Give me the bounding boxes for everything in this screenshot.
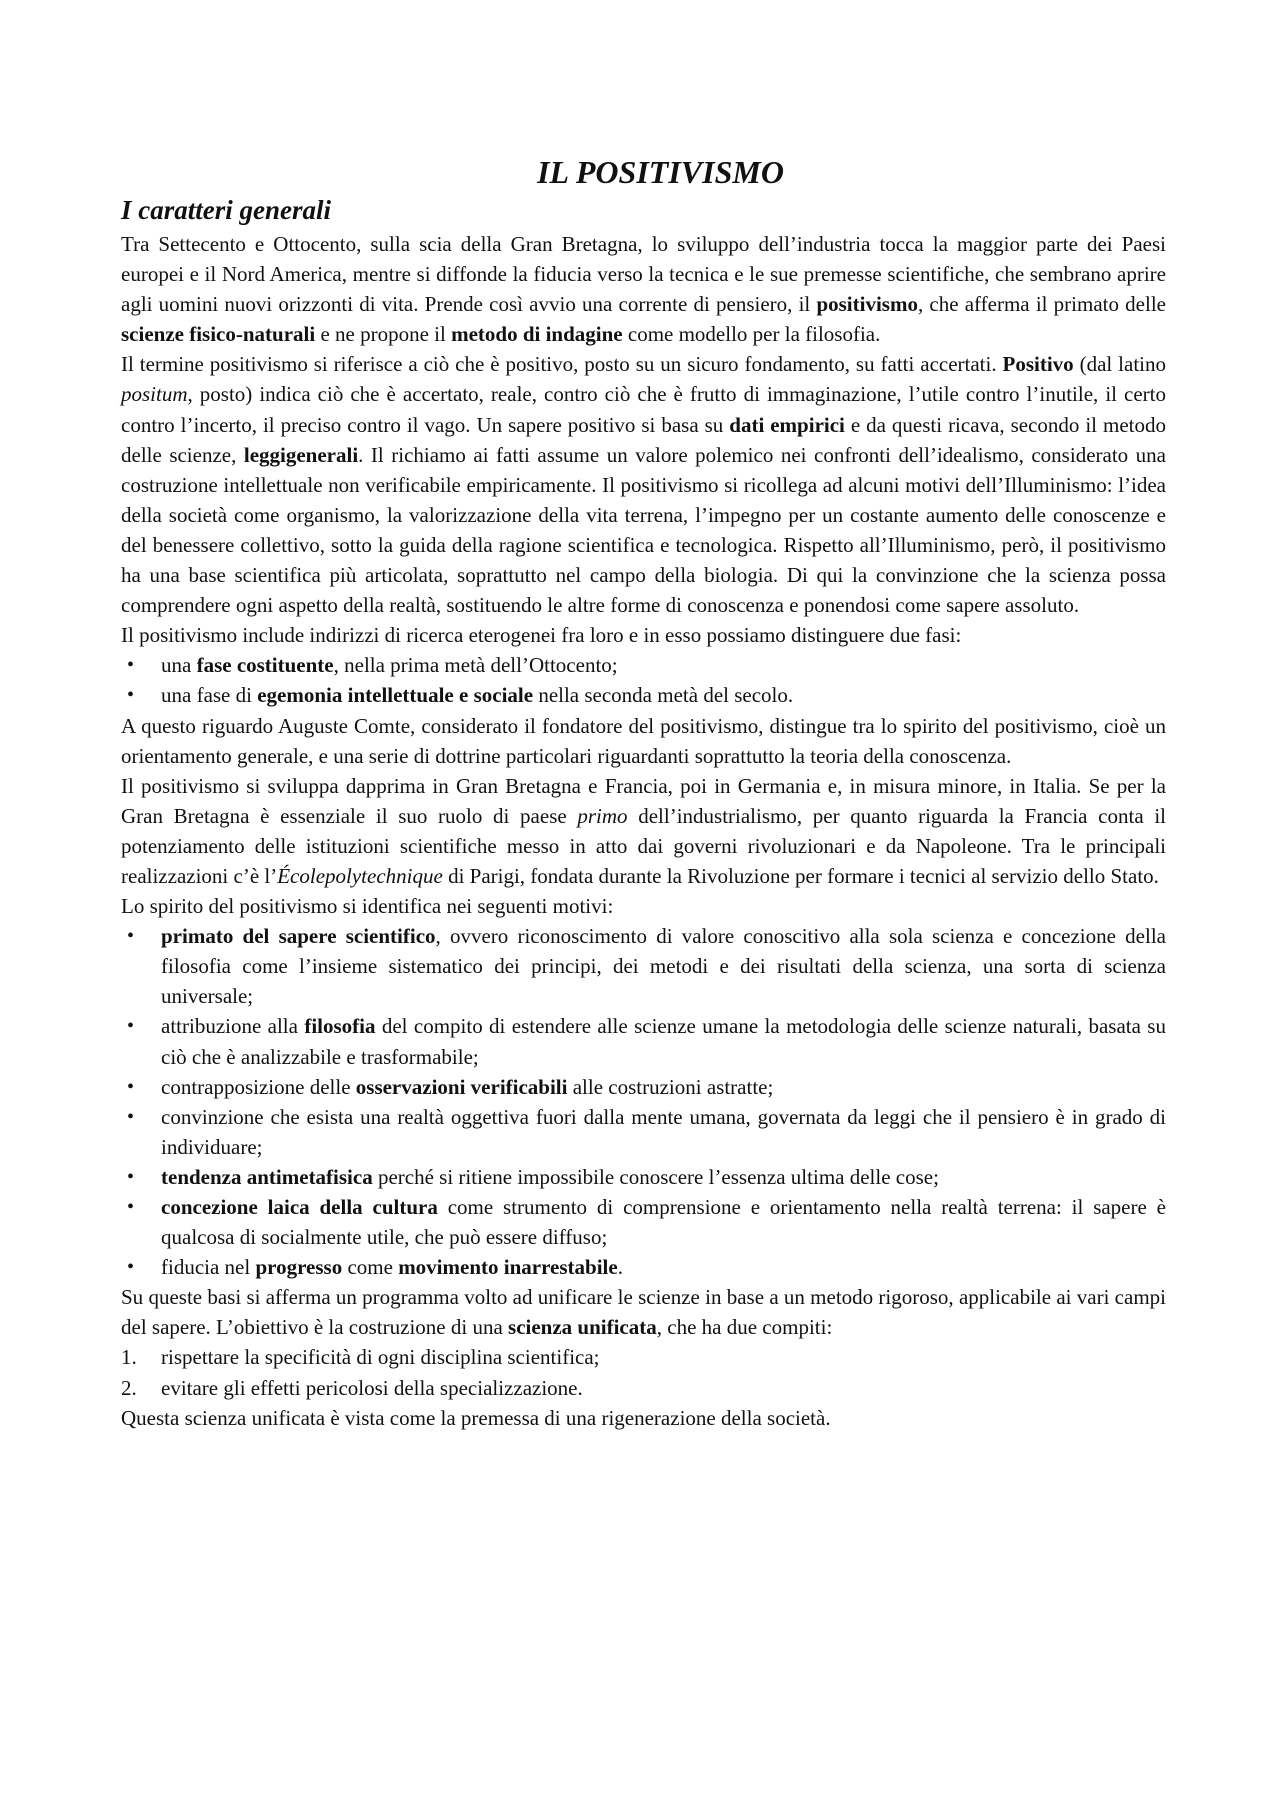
page-title: IL POSITIVISMO [537,154,784,190]
paragraph-conclusion: Questa scienza unificata è vista come la premessa di una rigenerazione della società. [121,1405,831,1430]
list-number: 1. [121,1345,137,1370]
bold-term: scienza unificata [508,1315,657,1340]
list-item: • tendenza antimetafisica perché si ritiene impossibile conoscere l’essenza ultima delle cose; [121,1162,1166,1192]
list-number: 2. [121,1375,137,1400]
paragraph-unified-science: Su queste basi si afferma un programma volto ad unificare le scienze in base a un metodo rigoroso, applicabile ai vari campi del sapere. L’obiettivo è la costruzione di una scienza unificata, che ha due compiti: [121,1285,1166,1340]
list-item: • concezione laica della cultura come strumento di comprensione e orientamento nella realtà terrena: il sapere è qualcosa di socialmente utile, che può essere diffuso; [121,1192,1166,1252]
italic-term: Écolepolytechnique [277,863,443,888]
paragraph-development: Il positivismo si sviluppa dapprima in Gran Bretagna e Francia, poi in Germania e, in misura minore, in Italia. Se per la Gran Bretagna è essenziale il suo ruolo di paese primo dell’industrialismo, per quanto riguarda la Francia conta il potenziamento delle istituzioni scientifiche messo in atto dai governi rivoluzionari e da Napoleone. Tra le principali realizzazioni c’è l’Écolepolytechnique di Parigi, fondata durante la Rivoluzione per formare i tecnici al servizio dello Stato. [121,773,1166,888]
list-item: • fiducia nel progresso come movimento inarrestabile. [121,1252,1166,1282]
paragraph-intro: Tra Settecento e Ottocento, sulla scia della Gran Bretagna, lo sviluppo dell’industria tocca la maggior parte dei Paesi europei e il Nord America, mentre si diffonde la fiducia verso la tecnica e le sue premesse scientifiche, che sembrano aprire agli uomini nuovi orizzonti di vita. Prende così avvio una corrente di pensiero, il positivismo, che afferma il primato delle scienze fisico-naturali e ne propone il metodo di indagine come modello per la filosofia. [121,232,1166,347]
motives-list [121,921,1166,1282]
italic-term: positum [121,382,188,407]
paragraph-motives-intro: Lo spirito del positivismo si identifica nei seguenti motivi: [121,894,614,919]
paragraph-comte: A questo riguardo Auguste Comte, considerato il fondatore del positivismo, distingue tra lo spirito del positivismo, cioè un orientamento generale, e una serie di dottrine particolari riguardanti soprattutto la teoria della conoscenza. [121,713,1166,768]
bold-term: Positivo [1002,352,1074,377]
bold-term: leggigenerali [243,442,359,467]
list-item: • una fase di egemonia intellettuale e sociale nella seconda metà del secolo. [121,680,1166,710]
paragraph-definition: Il termine positivismo si riferisce a ciò che è positivo, posto su un sicuro fondamento, su fatti accertati. Positivo (dal latino positum, posto) indica ciò che è accertato, reale, contro ciò che è frutto di immaginazione, l’utile contro l’inutile, il certo contro l’incerto, il preciso contro il vago. Un sapere positivo si basa su dati empirici e da questi ricava, secondo il metodo delle scienze, leggigenerali. Il richiamo ai fatti assume un valore polemico nei confronti dell’idealismo, considerato una costruzione intellettuale non verificabile empiricamente. Il positivismo si ricollega ad alcuni motivi dell’Illuminismo: l’idea della società come organismo, la valorizzazione della vita terrena, l’impegno per un costante aumento delle conoscenze e del benessere collettivo, sotto la guida della ragione scientifica e tecnologica. Rispetto all’Illuminismo, però, il positivismo ha una base scientifica più articolata, soprattutto nel campo della biologia. Di qui la convinzione che la scienza possa comprendere ogni aspetto della realtà, sostituendo le altre forme di conoscenza e ponendosi come sapere assoluto. [121,352,1166,618]
list-item: • una fase costituente, nella prima metà dell’Ottocento; [121,650,1166,680]
list-item: • attribuzione alla filosofia del compito di estendere alle scienze umane la metodologia delle scienze naturali, basata su ciò che è analizzabile e trasformabile; [121,1011,1166,1071]
paragraph-phases-intro: Il positivismo include indirizzi di ricerca eterogenei fra loro e in esso possiamo distinguere due fasi: [121,623,962,648]
section-title: I caratteri generali [121,195,331,225]
list-item: 1. rispettare la specificità di ogni disciplina scientifica; [121,1342,1166,1372]
tasks-list [121,1342,1166,1402]
list-item: • convinzione che esista una realtà oggettiva fuori dalla mente umana, governata da leggi che il pensiero è in grado di individuare; [121,1102,1166,1162]
bold-term: dati empirici [729,412,845,437]
list-item: • primato del sapere scientifico, ovvero riconoscimento di valore conoscitivo alla sola scienza e concezione della filosofia come l’insieme sistematico dei principi, dei metodi e dei risultati della scienza, una sorta di scienza universale; [121,921,1166,1011]
bold-term: metodo di indagine [451,322,623,347]
phases-list [121,650,1166,710]
italic-term: primo [577,803,628,828]
list-item: • contrapposizione delle osservazioni verificabili alle costruzioni astratte; [121,1072,1166,1102]
bold-term: scienze fisico-naturali [121,322,316,347]
list-item: 2. evitare gli effetti pericolosi della specializzazione. [121,1373,1166,1403]
bold-term: positivismo [816,292,918,317]
